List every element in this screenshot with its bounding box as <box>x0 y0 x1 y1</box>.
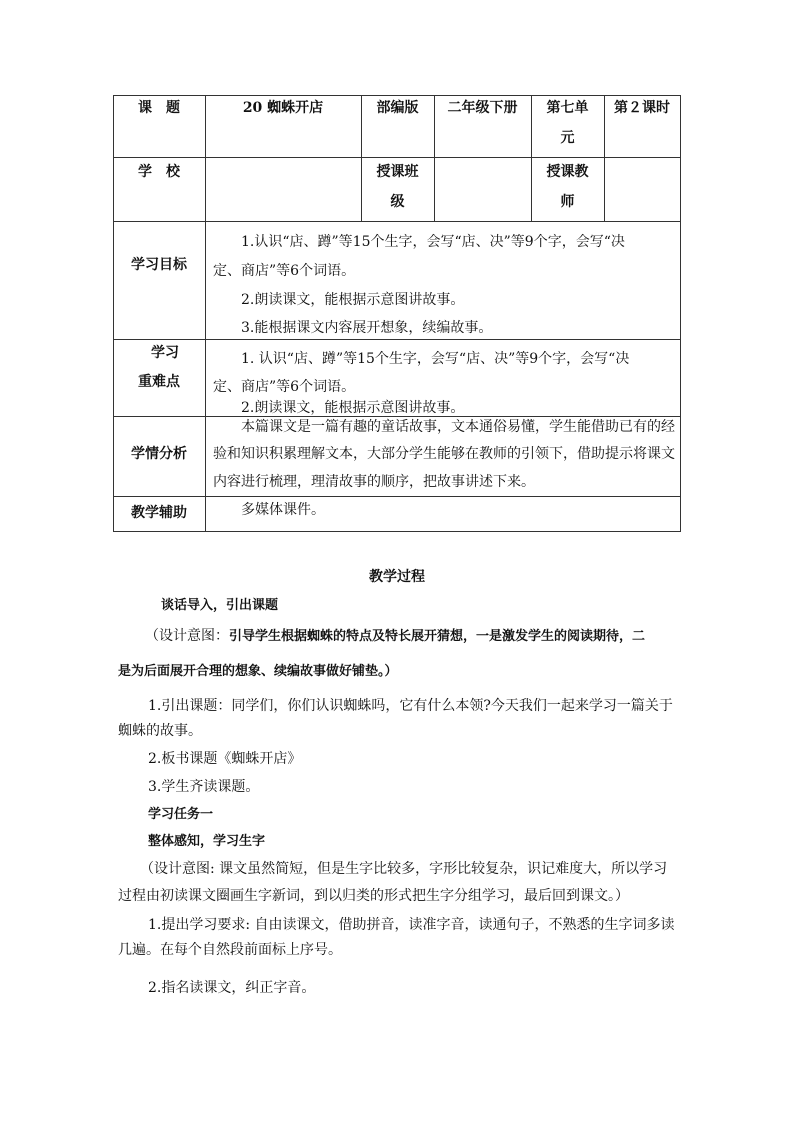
design-intent-2-cont: 过程由初读课文圈画生字新词，到以归类的形式把生字分组学习，最后回到课文。） <box>118 888 629 904</box>
design-intent-1-cont: 是为后面展开合理的想象、续编故事做好铺垫。） <box>118 664 398 679</box>
label-focus-line2: 重难点 <box>138 374 180 390</box>
unit-line2: 元 <box>560 130 575 146</box>
label-class-line1: 授课班 <box>376 164 419 180</box>
label-analysis: 学情分析 <box>131 446 187 462</box>
focus-line: 2.朗读课文，能根据示意图讲故事。 <box>241 400 465 416</box>
analysis-line: 内容进行梳理，理清故事的顺序，把故事讲述下来。 <box>213 474 535 490</box>
unit-line1: 第七单 <box>546 100 589 116</box>
step-1-cont: 蜘蛛的故事。 <box>118 723 202 739</box>
design-intent-prefix: （设计意图： <box>145 628 229 644</box>
label-goals: 学习目标 <box>131 257 187 273</box>
label-aids: 教学辅助 <box>131 505 187 521</box>
grade: 二年级下册 <box>447 100 518 116</box>
step-2: 2.板书课题《蜘蛛开店》 <box>148 751 302 767</box>
label-school: 学 校 <box>138 164 180 180</box>
analysis-line: 验和知识积累理解文本，大部分学生能够在教师的引领下，借助提示将课文 <box>213 446 675 462</box>
goal-line: 定、商店”等6个词语。 <box>213 263 356 279</box>
task-step-2: 2.指名读课文，纠正字音。 <box>148 980 316 996</box>
goal-line: 1.认识“店、蹲”等15个生字，会写“店、决”等9个字，会写“决 <box>241 234 625 250</box>
design-intent-2: （设计意图: 课文虽然简短，但是生字比较多，字形比较复杂，识记难度大，所以学习 <box>140 861 668 877</box>
design-intent-bold: 引导学生根据蜘蛛的特点及特长展开猜想，一是激发学生的阅读期待，二 <box>229 629 646 644</box>
row-divider <box>113 496 681 497</box>
step-3: 3.学生齐读课题。 <box>148 779 260 795</box>
label-focus-line1: 学习 <box>151 345 179 361</box>
table-border-left <box>113 95 114 532</box>
col-divider <box>205 95 206 532</box>
period: 第２课时 <box>614 100 670 116</box>
row-divider <box>113 339 681 340</box>
label-teacher-line2: 师 <box>560 194 575 210</box>
design-intent-1 <box>145 624 707 649</box>
row-divider <box>113 157 681 158</box>
edition: 部编版 <box>376 100 419 116</box>
task-step-1: 1.提出学习要求: 自由读课文，借助拼音，读准字音，读通句子，不熟悉的生字词多读 <box>148 917 675 933</box>
goal-line: 2.朗读课文，能根据示意图讲故事。 <box>241 292 465 308</box>
label-class-line2: 级 <box>390 194 405 210</box>
lesson-title: 20 蜘蛛开店 <box>242 100 324 116</box>
task-title: 学习任务一 <box>148 807 214 822</box>
goal-line: 3.能根据课文内容展开想象，续编故事。 <box>241 320 493 336</box>
aids-text: 多媒体课件。 <box>241 502 325 518</box>
step-1: 1.引出课题：同学们，你们认识蜘蛛吗，它有什么本领?今天我们一起来学习一篇关于 <box>148 698 673 714</box>
table-border-bottom <box>113 531 681 532</box>
label-title: 课 题 <box>138 100 180 116</box>
process-heading: 教学过程 <box>369 569 425 585</box>
task-step-1-cont: 几遍。在每个自然段前面标上序号。 <box>118 942 342 958</box>
row-divider <box>113 221 681 222</box>
intro-title: 谈话导入，引出课题 <box>161 598 279 613</box>
table-border-top <box>113 95 681 96</box>
table-border-right <box>680 95 681 532</box>
focus-line: 定、商店”等6个词语。 <box>213 379 356 395</box>
focus-line: 1. 认识“店、蹲”等15个生字，会写“店、决”等9个字，会写“决 <box>241 351 630 367</box>
task-subtitle: 整体感知，学习生字 <box>148 834 266 849</box>
label-teacher-line1: 授课教 <box>546 164 589 180</box>
analysis-line: 本篇课文是一篇有趣的童话故事，文本通俗易懂，学生能借助已有的经 <box>241 419 675 435</box>
